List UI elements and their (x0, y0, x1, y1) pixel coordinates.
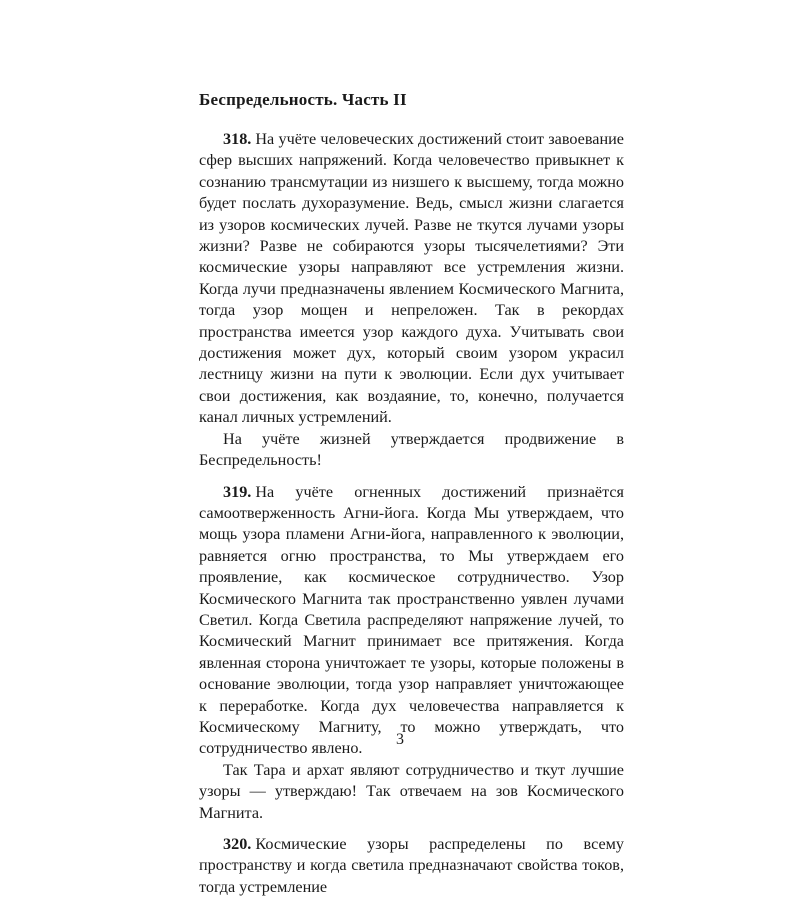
section-319 (199, 482, 624, 825)
section-number: 320. (223, 835, 252, 853)
paragraph (199, 129, 624, 429)
paragraph-text: Космические узоры распределены по всему пространству и когда светила предназначают свойства токов, тогда устремление (199, 835, 624, 896)
paragraph-text: На учёте человеческих достижений стоит завоевание сфер высших напряжений. Когда человечество привыкнет к сознанию трансмутации из низшего к высшему, тогда можно будет послать духоразумение. Ведь, смысл жизни слагается из узоров космических лучей. Разве не ткутся лучами узоры жизни? Разве не собираются узоры тысячелетиями? Эти космические узоры направляют все устремления жизни. Когда лучи предназначены явлением Космического Магнита, тогда узор мощен и непреложен. Так в рекордах пространства имеется узор каждого духа. Учитывать свои достижения может дух, который своим узором украсил лестницу жизни на пути к эволюции. Если дух учитывает свои достижения, как воздаяние, то, конечно, получается канал личных устремлений. (199, 130, 624, 427)
page-number: 3 (396, 731, 404, 748)
paragraph (199, 834, 624, 898)
paragraph-continuation: На учёте жизней утверждается продвижение в Беспредельность! (199, 429, 624, 470)
paragraph-continuation: Так Тара и архат являют сотрудничество и ткут лучшие узоры — утверждаю! Так отвечаем на зов Космического Магнита. (199, 760, 624, 822)
section-number: 318. (223, 130, 252, 148)
section-320 (199, 834, 624, 898)
paragraph (199, 482, 624, 760)
section-number: 319. (223, 482, 252, 501)
paragraph-text: На учёте огненных достижений признаётся самоотверженность Агни-йога. Когда Мы утверждаем, что мощь узора пламени Агни-йога, направленного к эволюции, равняется огню пространства, то Мы утверждаем его проявление, как космическое сотрудничество. Узор Космического Магнита так пространственно уявлен лучами Светил. Когда Светила распределяют напряжение лучей, то Космический Магнит принимает все притяжения. Когда явленная сторона уничтожает те узоры, которые положены в основание эволюции, тогда узор направляет уничтожающее к переработке. Когда дух человечества направляется к Космическому Магниту, то можно утверждать, что сотрудничество явлено. (199, 482, 624, 758)
chapter-header: Беспредельность. Часть II (199, 90, 407, 109)
page-content (199, 88, 624, 908)
section-318 (199, 129, 624, 472)
